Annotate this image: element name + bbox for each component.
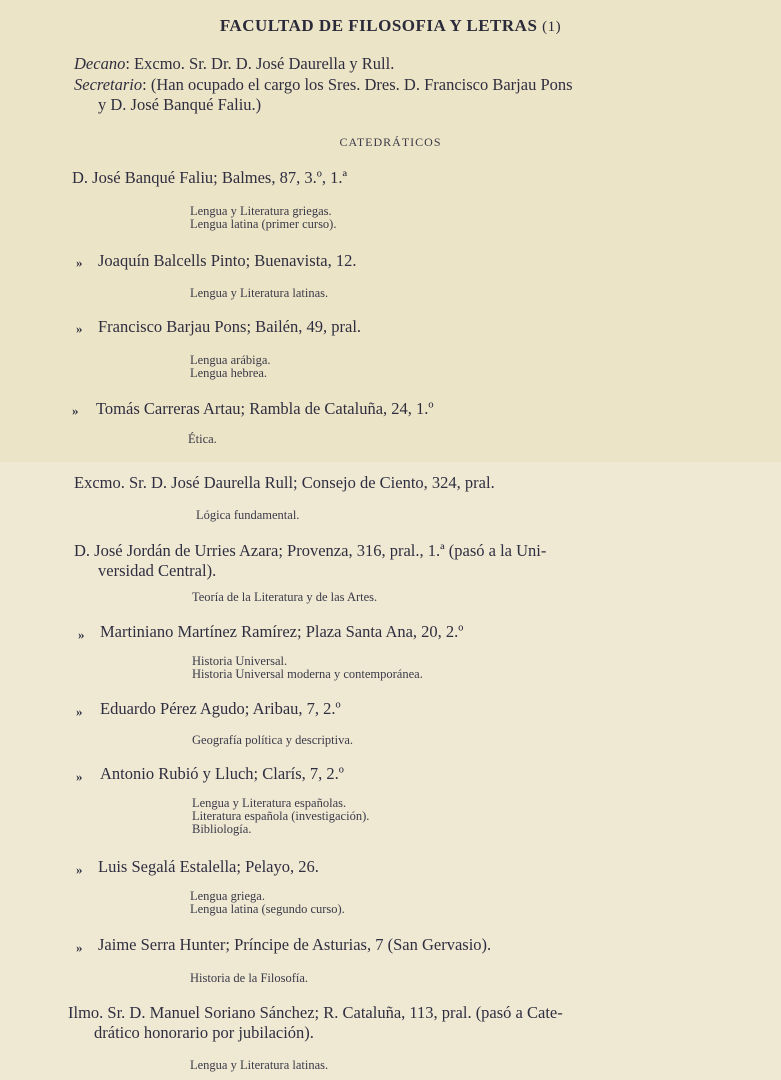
professor-soriano-subject-1: Lengua y Literatura latinas. (190, 1058, 329, 1072)
professor-segala-subject-2: Lengua latina (segundo curso). (190, 902, 345, 916)
professor-serra-name: Jaime Serra Hunter; Príncipe de Asturias, 7 (San Gervasio). (98, 935, 492, 954)
ditto-mark: » (76, 769, 83, 784)
secretary-line-2: y D. José Banqué Faliu.) (98, 95, 262, 114)
professor-daurella-name: Excmo. Sr. D. José Daurella Rull; Consejo de Ciento, 324, pral. (74, 473, 495, 492)
ditto-mark: » (76, 940, 83, 955)
professor-segala-name: Luis Segalá Estalella; Pelayo, 26. (98, 857, 319, 876)
professor-carreras-name: Tomás Carreras Artau; Rambla de Cataluña, 24, 1.º (96, 399, 434, 418)
page-title (0, 16, 781, 36)
ditto-mark: » (76, 862, 83, 877)
secretary-line (74, 75, 573, 95)
secretary-text-1: : (Han ocupado el cargo los Sres. Dres. D. Francisco Barjau Pons (142, 75, 573, 94)
dean-line (74, 54, 394, 74)
ditto-mark: » (76, 704, 83, 719)
professor-rubio-subject-1: Lengua y Literatura españolas. (192, 796, 347, 810)
professor-perez-subject-1: Geografía política y descriptiva. (192, 733, 354, 747)
section-heading: CATEDRÁTICOS (339, 135, 442, 149)
ditto-mark: » (72, 403, 79, 418)
professor-segala-subject-1: Lengua griega. (190, 889, 265, 903)
dean-text: : Excmo. Sr. Dr. D. José Daurella y Rull. (125, 54, 395, 73)
professor-rubio-subject-3: Bibliología. (192, 822, 252, 836)
professor-martinez-name: Martiniano Martínez Ramírez; Plaza Santa Ana, 20, 2.º (100, 622, 464, 641)
professor-jordan-name: D. José Jordán de Urries Azara; Provenza, 316, pral., 1.ª (pasó a la Uni- (74, 541, 547, 560)
professor-balcells-subject-1: Lengua y Literatura latinas. (190, 286, 329, 300)
professor-jordan-subject-1: Teoría de la Literatura y de las Artes. (192, 590, 378, 604)
professor-banque-subject-1: Lengua y Literatura griegas. (190, 204, 332, 218)
professor-martinez-subject-2: Historia Universal moderna y contemporánea. (192, 667, 423, 681)
professor-banque-subject-2: Lengua latina (primer curso). (190, 217, 337, 231)
title-footnote-mark: (1) (542, 19, 562, 35)
dean-label: Decano (74, 54, 126, 73)
title-text: FACULTAD DE FILOSOFIA Y LETRAS (219, 16, 538, 35)
professor-barjau-subject-2: Lengua hebrea. (190, 366, 268, 380)
ditto-mark: » (76, 255, 83, 270)
secretary-label: Secretario (74, 75, 143, 94)
professor-daurella-subject-1: Lógica fundamental. (196, 508, 300, 522)
professor-banque-name: D. José Banqué Faliu; Balmes, 87, 3.º, 1.ª (72, 168, 348, 187)
professor-soriano-name-cont: drático honorario por jubilación). (94, 1023, 314, 1042)
professor-balcells-name: Joaquín Balcells Pinto; Buenavista, 12. (98, 251, 357, 270)
professor-barjau-subject-1: Lengua arábiga. (190, 353, 271, 367)
professor-serra-subject-1: Historia de la Filosofía. (190, 971, 309, 985)
professor-jordan-name-cont: versidad Central). (98, 561, 217, 580)
ditto-mark: » (76, 321, 83, 336)
professor-carreras-subject-1: Ética. (188, 432, 217, 446)
professor-perez-name: Eduardo Pérez Agudo; Aribau, 7, 2.º (100, 699, 341, 718)
professor-soriano-name: Ilmo. Sr. D. Manuel Soriano Sánchez; R. Cataluña, 113, pral. (pasó a Cate- (68, 1003, 563, 1022)
professor-rubio-name: Antonio Rubió y Lluch; Clarís, 7, 2.º (100, 764, 344, 783)
professor-rubio-subject-2: Literatura española (investigación). (192, 809, 370, 823)
professor-barjau-name: Francisco Barjau Pons; Bailén, 49, pral. (98, 317, 362, 336)
professor-martinez-subject-1: Historia Universal. (192, 654, 288, 668)
ditto-mark: » (78, 627, 85, 642)
